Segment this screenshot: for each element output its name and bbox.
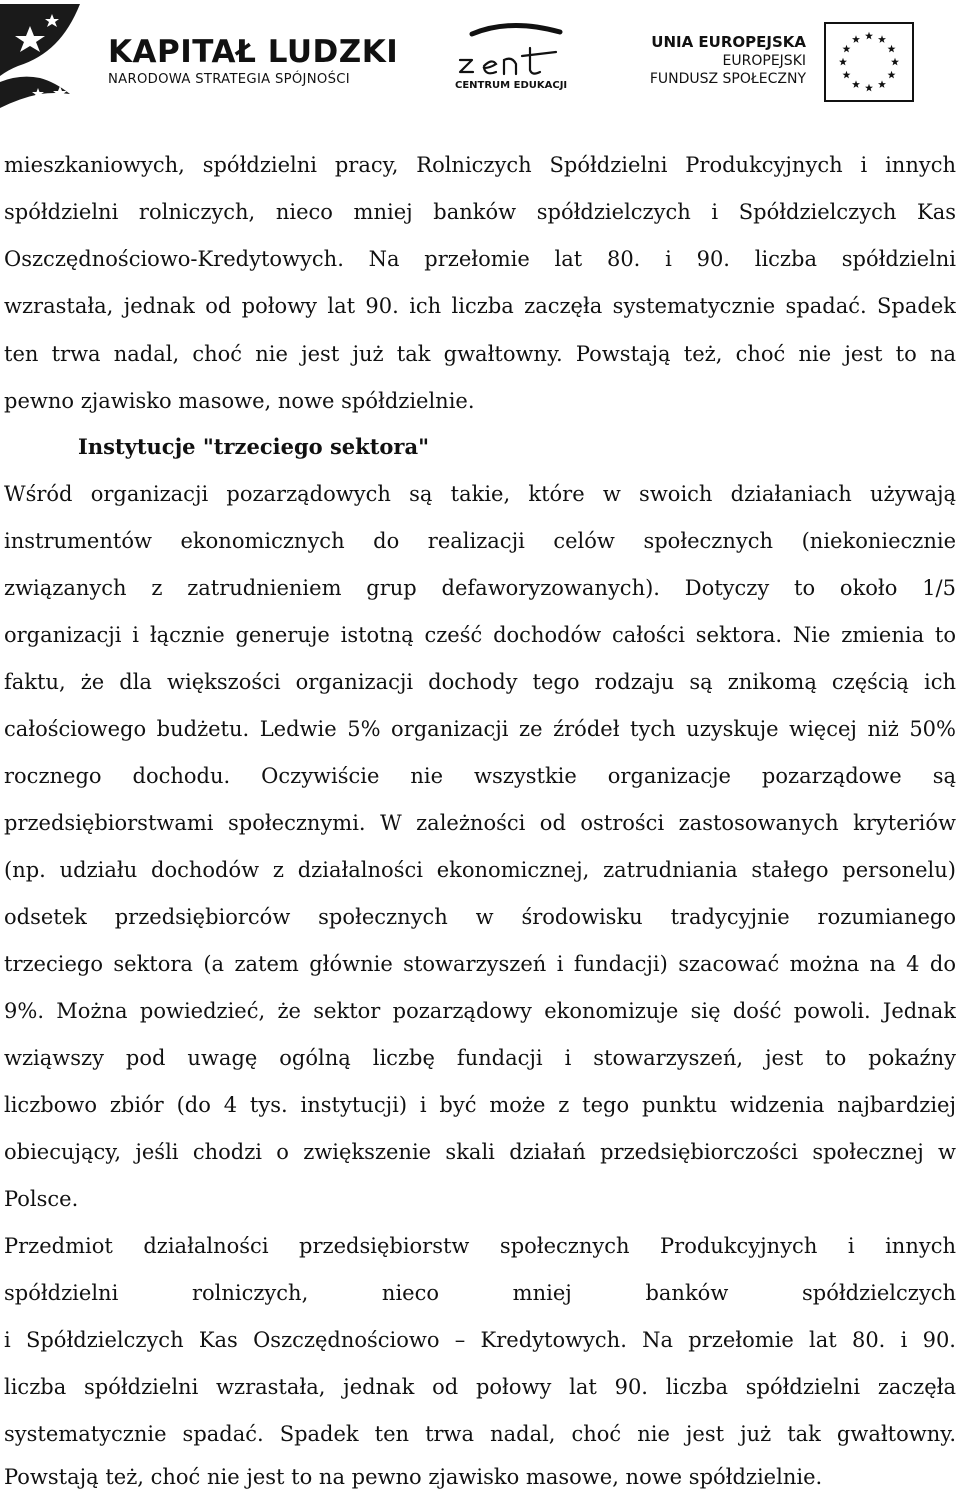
- text-line: instrumentów ekonomicznych do realizacji celów społecznych (niekoniecznie: [4, 529, 956, 553]
- zent-subtitle: CENTRUM EDUKACJI: [455, 80, 568, 91]
- text-line: systematycznie spadać. Spadek ten trwa nadal, choć nie jest już tak gwałtowny.: [4, 1422, 956, 1446]
- text-line: ten trwa nadal, choć nie jest już tak gwałtowny. Powstają też, choć nie jest to na: [4, 342, 956, 366]
- eu-line-3: FUNDUSZ SPOŁECZNY: [649, 71, 806, 87]
- text-line: 9%. Można powiedzieć, że sektor pozarządowy ekonomizuje się dość powoli. Jednak: [4, 999, 956, 1023]
- kapital-ludzki-logo-icon: [0, 4, 86, 108]
- text-line: rocznego dochodu. Oczywiście nie wszystkie organizacje pozarządowe są: [4, 764, 956, 788]
- zent-logo-icon: [452, 22, 580, 80]
- text-line: związanych z zatrudnieniem grup defaworyzowanych). Dotyczy to około 1/5: [4, 576, 956, 600]
- text-line: wziąwszy pod uwagę ogólną liczbę fundacji i stowarzyszeń, jest to pokaźny: [4, 1046, 956, 1070]
- text-line: Przedmiot działalności przedsiębiorstw społecznych Produkcyjnych i innych: [4, 1234, 956, 1258]
- eu-line-1: UNIA EUROPEJSKA: [651, 33, 806, 51]
- text-line: całościowego budżetu. Ledwie 5% organizacji ze źródeł tych uzyskuje więcej niż 50%: [4, 717, 956, 741]
- kapital-ludzki-text: [108, 36, 398, 87]
- eu-line-2: EUROPEJSKI: [722, 53, 806, 69]
- text-line: obiecujący, jeśli chodzi o zwiększenie skali działań przedsiębiorczości społecznej w: [4, 1140, 956, 1164]
- text-line: (np. udziału dochodów z działalności ekonomicznej, zatrudniania stałego personelu): [4, 858, 956, 882]
- text-line: spółdzielni rolniczych, nieco mniej banków spółdzielczych i Spółdzielczych Kas: [4, 200, 956, 224]
- kapital-ludzki-subtitle: NARODOWA STRATEGIA SPÓJNOŚCI: [108, 72, 350, 87]
- section-heading: Instytucje "trzeciego sektora": [78, 434, 430, 459]
- page-header: [0, 0, 960, 118]
- kapital-ludzki-title: KAPITAŁ LUDZKI: [108, 34, 399, 70]
- text-line: przedsiębiorstwami społecznymi. W zależności od ostrości zastosowanych kryteriów: [4, 811, 956, 835]
- text-line: trzeciego sektora (a zatem głównie stowarzyszeń i fundacji) szacować można na 4 do: [4, 952, 956, 976]
- text-line: liczbowo zbiór (do 4 tys. instytucji) i być może z tego punktu widzenia najbardziej: [4, 1093, 956, 1117]
- text-line: i Spółdzielczych Kas Oszczędnościowo – Kredytowych. Na przełomie lat 80. i 90.: [4, 1328, 956, 1352]
- text-line: Powstają też, choć nie jest to na pewno zjawisko masowe, nowe spółdzielnie.: [4, 1465, 823, 1489]
- eu-text: [648, 33, 806, 88]
- eu-flag-icon: [824, 22, 914, 102]
- text-line: faktu, że dla większości organizacji dochody tego rodzaju są znikomą częścią ich: [4, 670, 956, 694]
- text-line: organizacji i łącznie generuje istotną cześć dochodów całości sektora. Nie zmienia to: [4, 623, 956, 647]
- text-line: liczba spółdzielni wzrastała, jednak od połowy lat 90. liczba spółdzielni zaczęła: [4, 1375, 956, 1399]
- text-line: Wśród organizacji pozarządowych są takie, które w swoich działaniach używają: [4, 482, 956, 506]
- text-line: spółdzielni rolniczych, nieco mniej banków spółdzielczych: [4, 1281, 956, 1305]
- text-line: Oszczędnościowo-Kredytowych. Na przełomie lat 80. i 90. liczba spółdzielni: [4, 247, 956, 271]
- text-line: mieszkaniowych, spółdzielni pracy, Rolniczych Spółdzielni Produkcyjnych i innych: [4, 153, 956, 177]
- text-line: odsetek przedsiębiorców społecznych w środowisku tradycyjnie rozumianego: [4, 905, 956, 929]
- text-line: Polsce.: [4, 1187, 79, 1211]
- text-line: wzrastała, jednak od połowy lat 90. ich liczba zaczęła systematycznie spadać. Spadek: [4, 294, 956, 318]
- text-line: pewno zjawisko masowe, nowe spółdzielnie.: [4, 389, 475, 413]
